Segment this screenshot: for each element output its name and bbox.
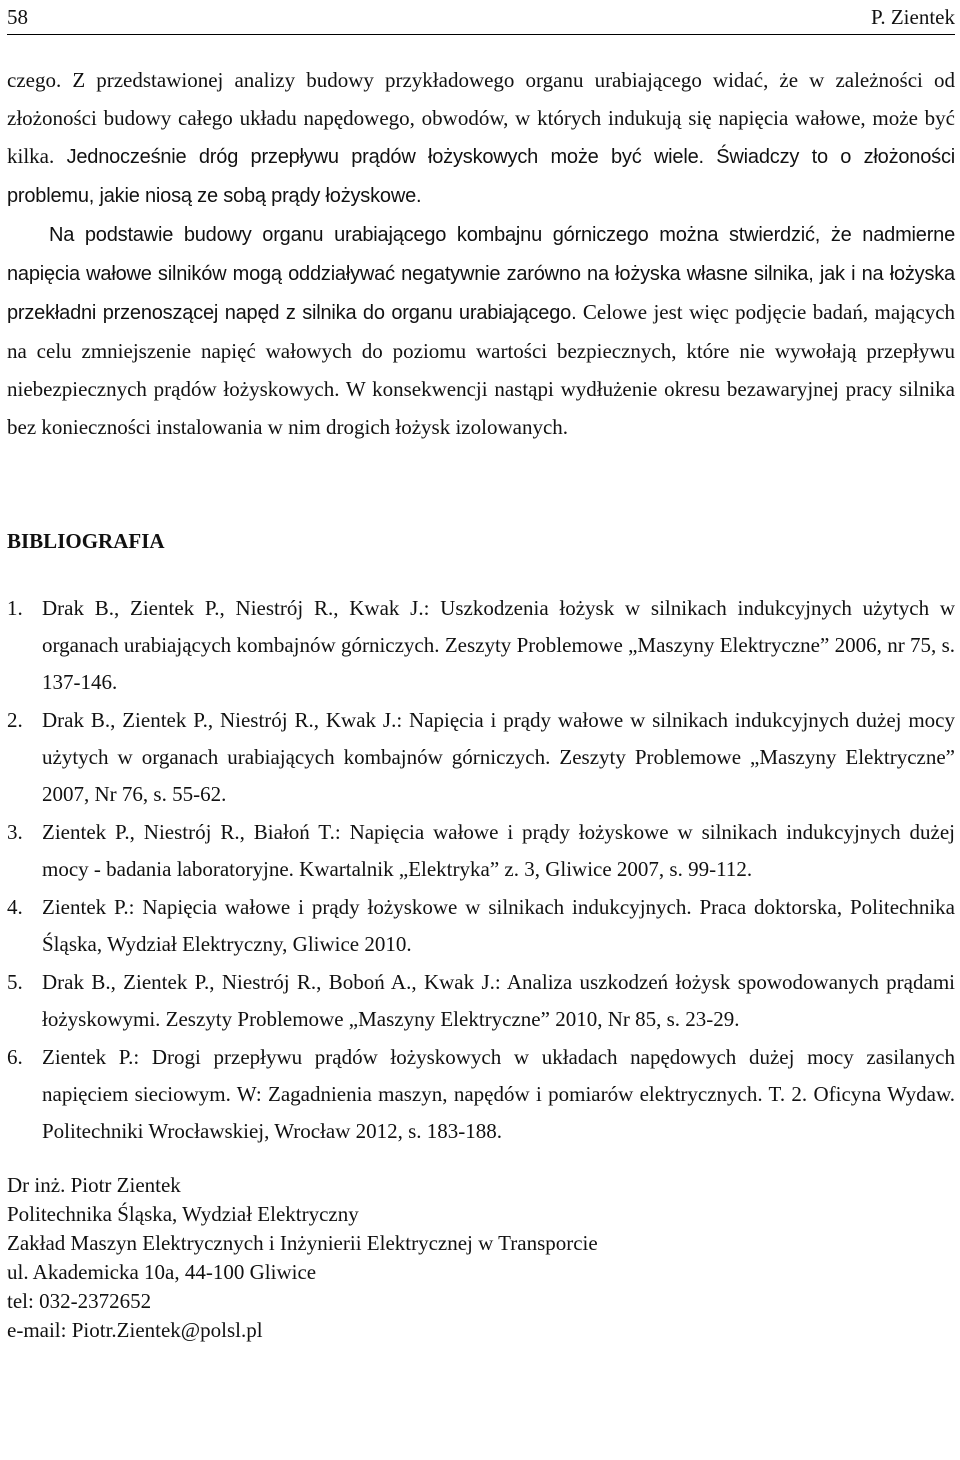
reference-text: Drak B., Zientek P., Niestrój R., Kwak J.: Uszkodzenia łożysk w silnikach indukcyjnych użytych w organach urabiających kombajnów górniczych. Zeszyty Problemowe „Maszyny Elektryczne” 2006, nr 75, s. 137-146. — [42, 596, 955, 694]
author-email: e-mail: Piotr.Zientek@polsl.pl — [7, 1318, 263, 1342]
body-paragraph-2 — [7, 215, 955, 446]
author-phone: tel: 032-2372652 — [7, 1289, 152, 1313]
page-number: 58 — [7, 5, 28, 29]
page — [7, 0, 955, 1345]
paragraph-1-text-a: czego. Z przedstawionej analizy budowy przykładowego organu urabiającego widać, że w zależności od złożoności budowy całego układu napędowego, obwodów, w których indukują się napięcia wałowe, może być kilka. — [7, 68, 955, 168]
reference-text: Drak B., Zientek P., Niestrój R., Kwak J.: Napięcia i prądy wałowe w silnikach indukcyjnych dużej mocy użytych w organach urabiających kombajnów górniczych. Zeszyty Problemowe „Maszyny Elektryczne” 2007, Nr 76, s. 55-62. — [42, 708, 955, 806]
reference-number: 1. — [7, 596, 23, 620]
reference-item — [7, 889, 955, 963]
reference-item — [7, 964, 955, 1038]
reference-number: 3. — [7, 820, 23, 844]
author-department: Zakład Maszyn Elektrycznych i Inżynierii Elektrycznej w Transporcie — [7, 1231, 598, 1255]
page-header — [7, 0, 955, 35]
author-name: Dr inż. Piotr Zientek — [7, 1173, 181, 1197]
reference-item — [7, 590, 955, 701]
bibliography-heading: BIBLIOGRAFIA — [7, 529, 165, 553]
author-street: ul. Akademicka 10a, 44-100 Gliwice — [7, 1260, 317, 1284]
paragraph-2-text-b: Celowe jest więc podjęcie badań, mających na celu zmniejszenie napięć wałowych do poziomu wartości bezpiecznych, które nie wywołają przepływu niebezpiecznych prądów łożyskowych. W konsekwencji nastąpi wydłużenie okresu bezawaryjnej pracy silnika bez konieczności instalowania w nim drogich łożysk izolowanych. — [7, 300, 956, 439]
body-paragraph-1 — [7, 61, 955, 215]
reference-text: Drak B., Zientek P., Niestrój R., Boboń A., Kwak J.: Analiza uszkodzeń łożysk spowodowanych prądami łożyskowymi. Zeszyty Problemowe „Maszyny Elektryczne” 2010, Nr 85, s. 23-29. — [42, 970, 955, 1031]
running-author: P. Zientek — [871, 5, 955, 29]
reference-text: Zientek P.: Drogi przepływu prądów łożyskowych w układach napędowych dużej mocy zasilanych napięciem sieciowym. W: Zagadnienia maszyn, napędów i pomiarów elektrycznych. T. 2. Oficyna Wydaw. Politechniki Wrocławskiej, Wrocław 2012, s. 183-188. — [42, 1045, 955, 1143]
paragraph-2-text-a: Na podstawie budowy organu urabiającego kombajnu górniczego można stwierdzić, że nadmierne napięcia wałowe silników mogą oddziaływać negatywnie zarówno na łożyska własne silnika, jak i na łożyska przekładni przenoszącej napęd z silnika do organu urabiającego. — [7, 224, 955, 324]
reference-item — [7, 1039, 955, 1150]
author-address — [7, 1171, 955, 1345]
reference-item — [7, 814, 955, 888]
paragraph-1-text-b: Jednocześnie dróg przepływu prądów łożyskowych może być wiele. Świadczy to o złożoności problemu, jakie niosą ze sobą prądy łożyskowe. — [7, 146, 955, 207]
reference-text: Zientek P., Niestrój R., Białoń T.: Napięcia wałowe i prądy łożyskowe w silnikach indukcyjnych dużej mocy - badania laboratoryjne. Kwartalnik „Elektryka” z. 3, Gliwice 2007, s. 99-112. — [42, 820, 955, 881]
reference-number: 4. — [7, 895, 23, 919]
reference-number: 2. — [7, 708, 23, 732]
reference-number: 5. — [7, 970, 23, 994]
author-institution: Politechnika Śląska, Wydział Elektryczny — [7, 1202, 359, 1226]
reference-list — [7, 590, 955, 1150]
reference-item — [7, 702, 955, 813]
reference-number: 6. — [7, 1045, 23, 1069]
reference-text: Zientek P.: Napięcia wałowe i prądy łożyskowe w silnikach indukcyjnych. Praca doktorska, Politechnika Śląska, Wydział Elektryczny, Gliwice 2010. — [42, 895, 955, 956]
